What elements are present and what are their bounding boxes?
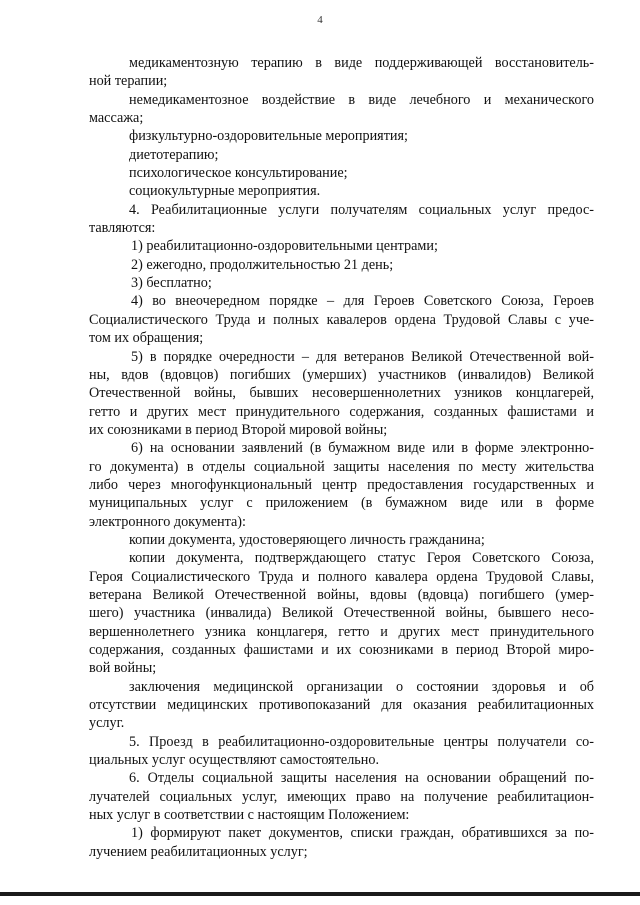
text-line: либо через многофункциональный центр предоставления государственных и [89, 476, 594, 493]
text-line: ной терапии; [89, 73, 168, 90]
text-line: 6. Отделы социальной защиты населения на основании обращений по- [129, 770, 594, 787]
text-line: социокультурные мероприятия. [129, 183, 321, 200]
text-line: Социалистического Труда и полных кавалеров ордена Трудовой Славы с уче- [89, 311, 594, 328]
text-line: психологическое консультирование; [129, 165, 348, 182]
text-line: ны, вдов (вдовцов) погибших (умерших) участников (инвалидов) Великой [89, 366, 594, 383]
text-line: услуг. [89, 715, 125, 732]
text-line: массажа; [89, 110, 144, 127]
text-line: лучателей социальных услуг, имеющих право на получение реабилитацион- [89, 788, 594, 805]
text-line: вой войны; [89, 660, 157, 677]
text-line: 1) формируют пакет документов, списки граждан, обратившихся за по- [131, 825, 594, 842]
text-line: тавляются: [89, 220, 156, 237]
text-line: заключения медицинской организации о состоянии здоровья и об [129, 678, 594, 695]
text-line: копии документа, удостоверяющего личность гражданина; [129, 531, 485, 548]
text-line: Героя Социалистического Труда и полного кавалера ордена Трудовой Славы, [89, 568, 594, 585]
text-line: вершеннолетнего узника концлагеря, гетто и других мест принудительного [89, 623, 594, 640]
text-line: немедикаментозное воздействие в виде лечебного и механического [129, 91, 594, 108]
text-line: копии документа, подтверждающего статус Героя Советского Союза, [129, 550, 594, 567]
text-line: ветерана Великой Отечественной войны, вдовы (вдовца) погибшего (умер- [89, 586, 594, 603]
text-line: 3) бесплатно; [131, 275, 212, 292]
text-line: содержания, созданных фашистами и их союзниками в период Второй миро- [89, 642, 594, 658]
text-line: гетто и других мест принудительного содержания, созданных фашистами и [89, 403, 594, 420]
text-line: электронного документа): [89, 513, 246, 530]
text-line: 5) в порядке очередности – для ветеранов Великой Отечественной вой- [131, 348, 594, 365]
text-line: том их обращения; [89, 330, 204, 347]
text-line: отсутствии медицинских противопоказаний для оказания реабилитационных [89, 697, 594, 714]
text-line: физкультурно-оздоровительные мероприятия; [129, 128, 408, 145]
text-line: го документа) в отделы социальной защиты населения по месту жительства [89, 458, 594, 475]
text-line: 5. Проезд в реабилитационно-оздоровительные центры получатели со- [129, 733, 594, 750]
text-line: шего) участника (инвалида) Великой Отечественной войны, бывшего несо- [89, 605, 594, 622]
text-line: Отечественной войны, бывших несовершеннолетних узников концлагерей, [89, 385, 594, 402]
text-line: 4) во внеочередном порядке – для Героев Советского Союза, Героев [131, 293, 594, 310]
text-line: лучением реабилитационных услуг; [89, 843, 308, 860]
text-line: 4. Реабилитационные услуги получателям социальных услуг предос- [129, 201, 594, 218]
text-line: их союзниками в период Второй мировой войны; [89, 421, 388, 438]
text-line: муниципальных услуг с приложением (в бумажном виде или в форме [89, 495, 594, 512]
text-line: циальных услуг осуществляют самостоятельно. [89, 752, 379, 769]
page-number: 4 [317, 14, 323, 26]
page-bottom-border [0, 892, 640, 896]
text-line: диетотерапию; [129, 146, 219, 163]
text-line: 6) на основании заявлений (в бумажном виде или в форме электронно- [131, 440, 594, 457]
document-body [89, 54, 594, 861]
text-line: ных услуг в соответствии с настоящим Положением: [89, 807, 410, 824]
text-line: 1) реабилитационно-оздоровительными центрами; [131, 238, 438, 255]
text-line: медикаментозную терапию в виде поддерживающей восстановитель- [129, 55, 594, 71]
text-line: 2) ежегодно, продолжительностью 21 день; [131, 256, 394, 273]
